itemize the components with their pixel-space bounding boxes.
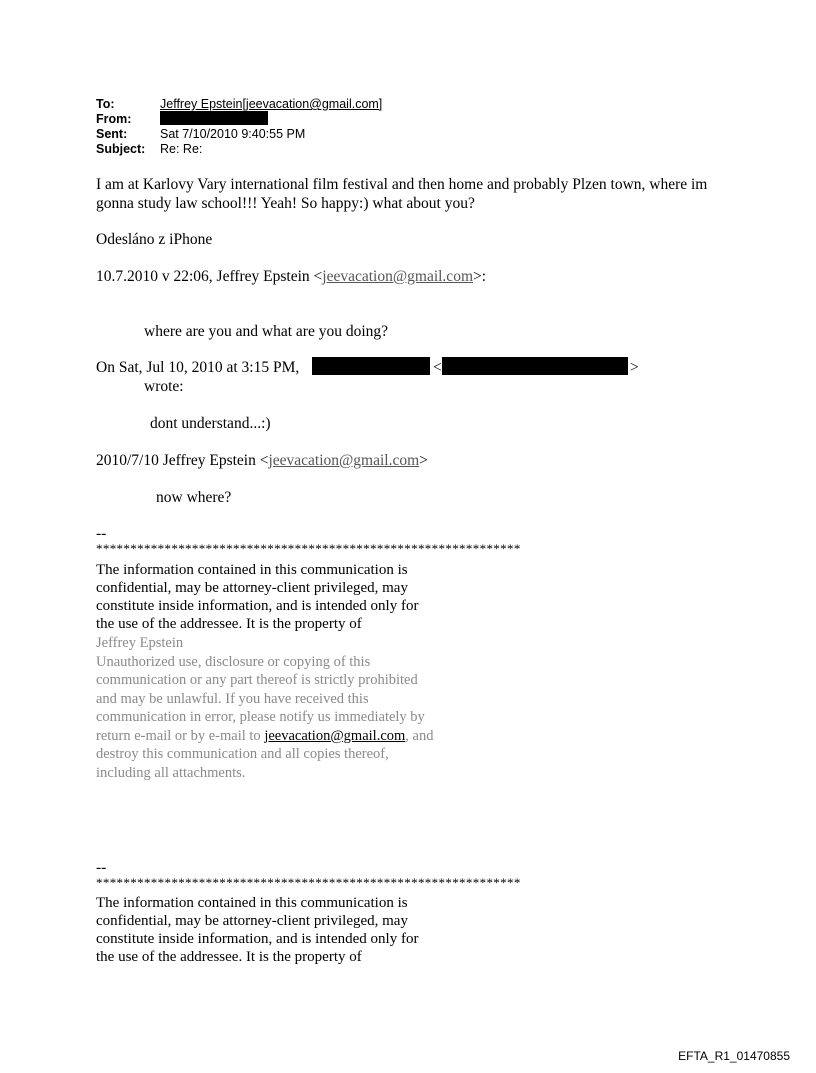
to-value: Jeffrey Epstein[jeevacation@gmail.com]	[160, 97, 383, 111]
email-redaction	[442, 357, 628, 375]
signature: Odesláno z iPhone	[96, 231, 213, 248]
disclaimer1-text	[96, 561, 418, 633]
gray-line: communication in error, please notify us immediately by	[96, 709, 425, 725]
disclaimer2-line: the use of the addressee. It is the property of	[96, 949, 362, 965]
quote2-text: dont understand...:)	[150, 415, 271, 432]
gray-line: and may be unlawful. If you have received this	[96, 690, 369, 707]
disclaimer2-stars: **************************************************************	[96, 875, 521, 890]
quote2-lt: <	[433, 359, 442, 376]
disclaimer1-stars: **************************************************************	[96, 541, 521, 556]
from-label: From:	[96, 112, 132, 126]
gray-line: Unauthorized use, disclosure or copying of this	[96, 653, 371, 670]
disclaimer1-line: The information contained in this communication is	[96, 562, 408, 578]
body-line-2: gonna study law school!!! Yeah! So happy:) what about you?	[96, 195, 475, 212]
gray-return-line: return e-mail or by e-mail to jeevacation@gmail.com, and	[96, 727, 434, 744]
to-label: To:	[96, 97, 115, 111]
quote3-text: now where?	[156, 489, 232, 506]
quote3-email-link[interactable]: jeevacation@gmail.com	[268, 452, 420, 469]
quote1-header: 10.7.2010 v 22:06, Jeffrey Epstein <jeevacation@gmail.com>:	[96, 268, 487, 285]
disclaimer2-line: constitute inside information, and is intended only for	[96, 931, 419, 947]
disclaimer1-gray-text	[96, 634, 433, 782]
subject-label: Subject:	[96, 142, 146, 156]
name-redaction	[312, 357, 430, 375]
disclaimer1-line: confidential, may be attorney-client privileged, may	[96, 580, 408, 596]
disclaimer2-dash: --	[96, 859, 107, 876]
gray-line: communication or any part thereof is strictly prohibited	[96, 672, 418, 688]
quote2-wrote: wrote:	[144, 378, 184, 395]
quote3-header: 2010/7/10 Jeffrey Epstein <jeevacation@gmail.com>	[96, 452, 428, 469]
gray-line: destroy this communication and all copies thereof,	[96, 746, 389, 762]
sent-value: Sat 7/10/2010 9:40:55 PM	[160, 127, 306, 141]
disclaimer-email-link[interactable]: jeevacation@gmail.com	[264, 727, 406, 744]
subject-value: Re: Re:	[160, 142, 203, 156]
document-id: EFTA_R1_01470855	[678, 1049, 790, 1063]
disclaimer2-line: The information contained in this communication is	[96, 895, 408, 911]
disclaimer1-line: the use of the addressee. It is the property of	[96, 616, 362, 632]
body-line-1: I am at Karlovy Vary international film festival and then home and probably Plzen town, where im	[96, 176, 708, 193]
gray-line: including all attachments.	[96, 764, 246, 781]
disclaimer2-text	[96, 894, 418, 966]
gray-line: Jeffrey Epstein	[96, 635, 184, 651]
quote2-gt: >	[630, 359, 639, 376]
quote1-text: where are you and what are you doing?	[144, 323, 389, 340]
quote1-email-link[interactable]: jeevacation@gmail.com	[322, 268, 473, 285]
quote2-header: On Sat, Jul 10, 2010 at 3:15 PM,	[96, 359, 300, 376]
disclaimer1-dash: --	[96, 525, 107, 542]
disclaimer1-line: constitute inside information, and is intended only for	[96, 598, 419, 614]
disclaimer2-line: confidential, may be attorney-client privileged, may	[96, 913, 408, 929]
from-redaction	[160, 111, 268, 125]
sent-label: Sent:	[96, 127, 128, 141]
